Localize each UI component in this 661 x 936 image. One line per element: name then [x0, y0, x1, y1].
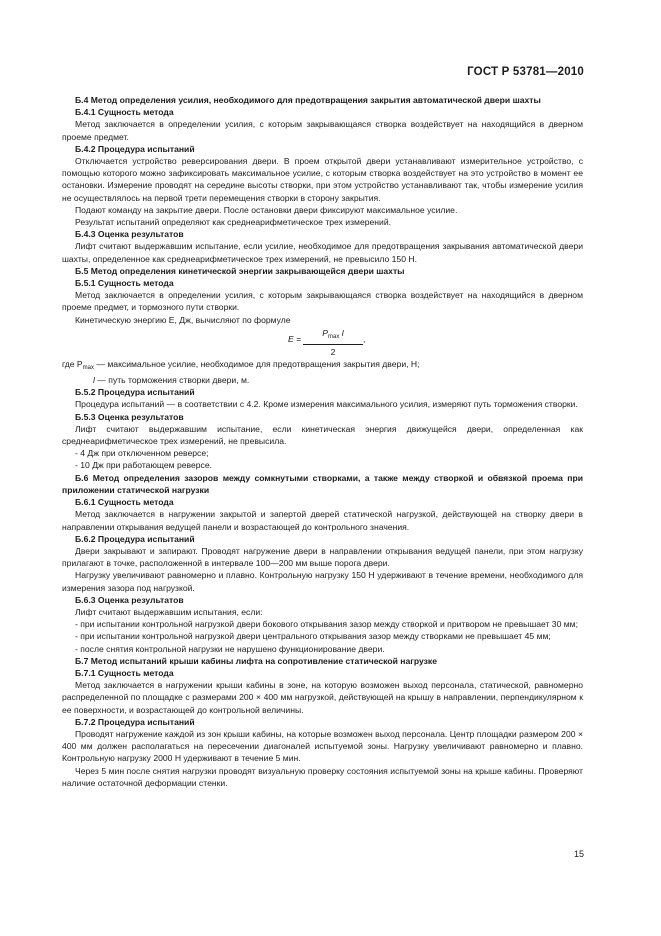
formula-denominator: 2 — [330, 347, 336, 358]
section-b5-title: Б.5 Метод определения кинетической энергии закрывающейся двери шахты — [75, 265, 405, 276]
paragraph: Подают команду на закрытие двери. После остановки двери фиксируют максимальное усилие. — [75, 204, 458, 215]
section-b6-title: Б.6 Метод определения зазоров между сомкнутыми створками, а также между створкой и обвязкой проема при приложении статической нагрузки — [62, 472, 583, 495]
paragraph: Результат испытаний определяют как среднеарифметическое трех измерений. — [75, 217, 392, 228]
list-item: - 10 Дж при работающем реверсе. — [75, 460, 213, 471]
formula-p: P — [322, 327, 329, 338]
paragraph: Процедура испытаний — в соответствии с 4.2. Кроме измерения максимального усилия, измеряют путь торможения створки. — [75, 399, 578, 410]
list-item: - после снятия контрольной нагрузки не нарушено функционирование двери. — [75, 643, 385, 654]
paragraph: Нагрузку увеличивают равномерно и плавно. Контрольную нагрузку 150 Н удерживают в течение времени, необходимого для измерения зазора под нагрузкой. — [62, 570, 583, 593]
where-line-l — [62, 374, 583, 386]
section-b71-title: Б.7.1 Сущность метода — [75, 667, 174, 678]
formula-fraction — [303, 327, 366, 358]
list-item: - при испытании контрольной нагрузкой двери бокового открывания зазор между створкой и притвором не превышает 30 мм; — [75, 619, 578, 630]
paragraph: Через 5 мин после снятия нагрузки проводят визуальную проверку состояния испытуемой зоны на крыше кабины. Проверяют наличие остаточной деформации стенки. — [62, 765, 583, 788]
document-body — [62, 94, 583, 789]
section-b52-title: Б.5.2 Процедура испытаний — [75, 387, 195, 398]
section-b51-title: Б.5.1 Сущность метода — [75, 278, 174, 289]
section-b4-title: Б.4 Метод определения усилия, необходимого для предотвращения закрытия автоматической двери шахты — [75, 95, 541, 105]
where-line-pmax — [62, 358, 583, 374]
section-b43-title: Б.4.3 Оценка результатов — [75, 229, 184, 240]
section-b42-title: Б.4.2 Процедура испытаний — [75, 143, 195, 154]
formula-numerator — [303, 327, 366, 345]
page-number: 15 — [573, 849, 584, 859]
section-b53-title: Б.5.3 Оценка результатов — [75, 411, 184, 422]
kinetic-energy-formula — [62, 327, 583, 357]
where-l-label: l — [93, 375, 95, 386]
section-b7-title: Б.7 Метод испытаний крыши кабины лифта на сопротивление статической нагрузке — [75, 655, 437, 666]
paragraph: Метод заключается в нагружении закрытой и запертой дверей статической нагрузкой, действующей на створку двери в направлении открывания ведущей панели и возрастающей до контрольного значения. — [62, 509, 583, 532]
formula-intro: Кинетическую энергию E, Дж, вычисляют по формуле — [75, 314, 291, 325]
paragraph: Лифт считают выдержавшим испытание, если кинетическая энергия движущейся двери, определенная как среднеарифметическое трех измерений, не превысила. — [62, 423, 583, 447]
list-item: - 4 Дж при отключенном реверсе; — [75, 448, 209, 459]
where-l-text: — путь торможения створки двери, м. — [94, 375, 250, 386]
section-b63-title: Б.6.3 Оценка результатов — [75, 594, 184, 605]
paragraph: Лифт считают выдержавшим испытание, если усилие, необходимое для предотвращения закрывания автоматической двери шахты, определенное как среднеарифметическое трех измерений, не превысило 150 Н. — [62, 241, 583, 264]
list-item: - при испытании контрольной нагрузкой двери центрального открывания зазор между створками не превышает 45 мм; — [75, 631, 551, 642]
paragraph: Метод заключается в нагружении крыши кабины в зоне, на которую возможен выход персонала, статической, равномерно распределенной по площадке с размерами 200 × 400 мм нагрузкой, действующей на крышу в направлении, перпендикулярном к ее поверхности, и возрастающей до контрольной величины. — [62, 680, 583, 715]
section-b41-title: Б.4.1 Сущность метода — [75, 107, 174, 118]
paragraph: Проводят нагружение каждой из зон крыши кабины, на которые возможен выход персонала. Центр площадки размером 200 × 400 мм должен располагаться на пересечении диагоналей испытуемой зоны. Нагрузку увеличивают равномерно и плавно. Контрольную нагрузку 2000 Н удерживают в течение 5 мин. — [62, 728, 583, 764]
where-pmax-sub: max — [82, 364, 95, 371]
paragraph: Отключается устройство реверсирования двери. В проем открытой двери устанавливают измерительное устройство, с помощью которого можно зафиксировать максимальное усилие, с которым створка воздействует на это устройство в момент ее остановки. Измерение проводят на середине высоты створки, при этом устройство устанавливают так, чтобы измерение усилия не осуществлялось на первой трети перемещения створки в сторону закрытия. — [62, 156, 583, 203]
document-code-header: ГОСТ Р 53781—2010 — [467, 66, 584, 78]
paragraph: Метод заключается в определении усилия, с которым закрывающаяся створка воздействует на находящийся в дверном проеме предмет, и тормозного пути створки. — [62, 290, 583, 313]
section-b72-title: Б.7.2 Процедура испытаний — [75, 716, 195, 727]
formula-p-sub: max — [328, 333, 340, 340]
where-pmax-label: где P — [62, 358, 83, 369]
section-b61-title: Б.6.1 Сущность метода — [75, 497, 174, 508]
paragraph: Лифт считают выдержавшим испытания, если: — [75, 606, 263, 617]
paragraph: Метод заключается в определении усилия, с которым закрывающаяся створка воздействует на находящийся в дверном проеме предмет. — [62, 119, 583, 142]
formula-tail: , — [363, 333, 366, 344]
section-b62-title: Б.6.2 Процедура испытаний — [75, 533, 195, 544]
where-pmax-text: — максимальное усилие, необходимое для предотвращения закрытия двери, Н; — [94, 358, 420, 369]
formula-l: l — [341, 327, 344, 338]
formula-lhs: E = — [288, 333, 302, 344]
paragraph: Двери закрывают и запирают. Проводят нагружение двери в направлении открывания ведущей панели, при этом нагрузку прилагают в точке, расположенной в интервале 100—200 мм выше порога двери. — [62, 545, 583, 569]
